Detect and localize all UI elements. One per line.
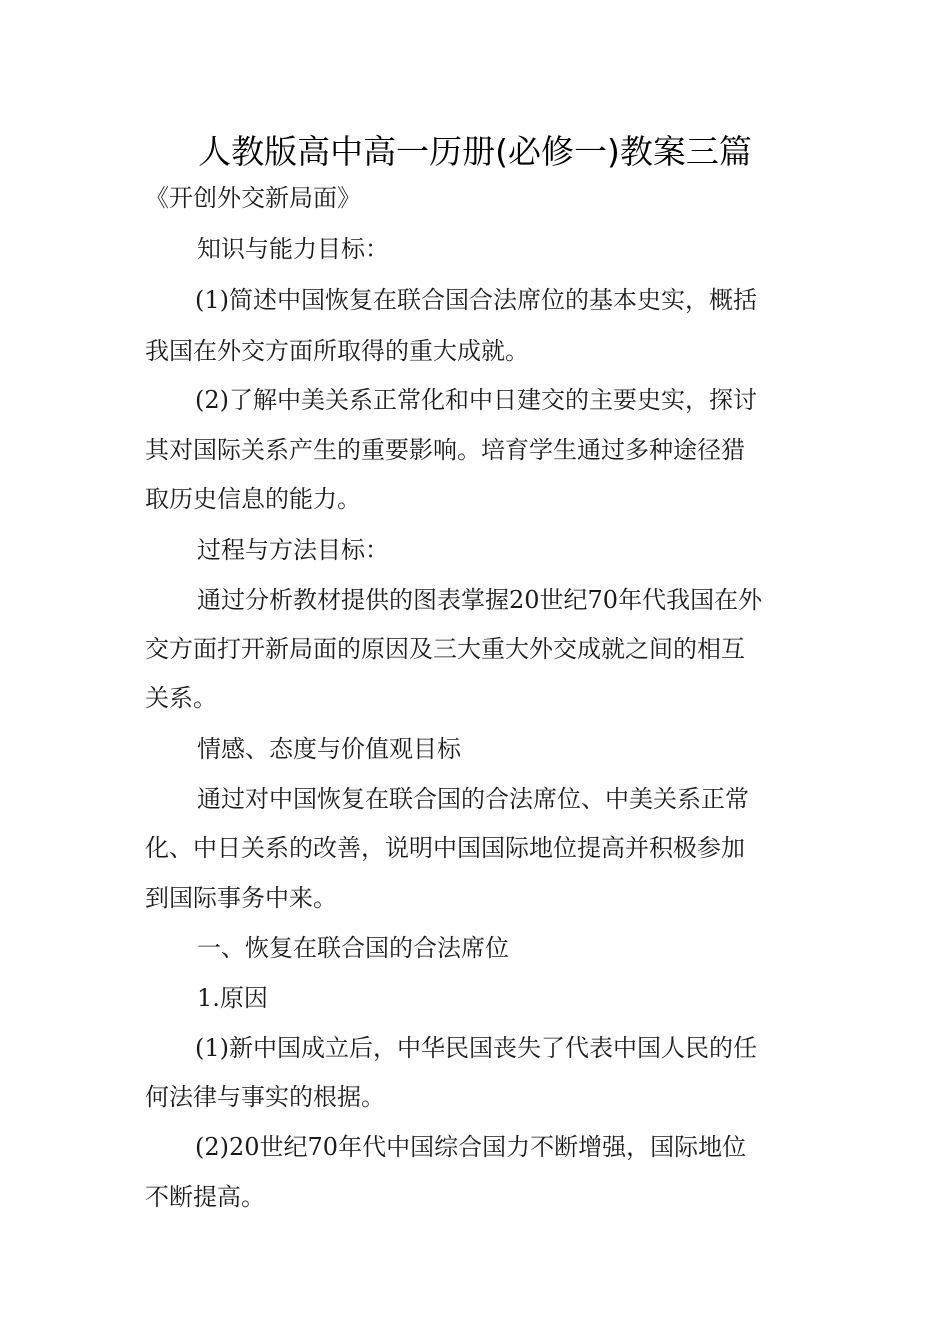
section-heading: 情感、态度与价值观目标 (197, 735, 461, 763)
paragraph-line: 通过分析教材提供的图表掌握20世纪70年代我国在外 (197, 586, 763, 614)
paragraph-line: 交方面打开新局面的原因及三大重大外交成就之间的相互 (145, 635, 745, 663)
paragraph-line: 何法律与事实的根据。 (145, 1083, 385, 1111)
document-title: 人教版高中高一历册(必修一)教案三篇 (198, 132, 752, 171)
section-heading: 一、恢复在联合国的合法席位 (197, 934, 509, 962)
paragraph-line: 我国在外交方面所取得的重大成就。 (145, 337, 529, 365)
paragraph-line: (1)新中国成立后，中华民国丧失了代表中国人民的任 (195, 1034, 757, 1062)
paragraph-line: (2)了解中美关系正常化和中日建交的主要史实，探讨 (195, 386, 757, 414)
paragraph-line: 其对国际关系产生的重要影响。培育学生通过多种途径猎 (145, 436, 745, 464)
subsection-heading: 1.原因 (197, 984, 268, 1012)
section-heading: 知识与能力目标： (197, 235, 389, 263)
paragraph-line: 到国际事务中来。 (145, 884, 337, 912)
subtitle: 《开创外交新局面》 (145, 184, 361, 212)
paragraph-line: 不断提高。 (145, 1183, 265, 1211)
paragraph-line: (2)20世纪70年代中国综合国力不断增强，国际地位 (195, 1133, 747, 1161)
paragraph-line: 取历史信息的能力。 (145, 485, 361, 513)
paragraph-line: (1)简述中国恢复在联合国合法席位的基本史实，概括 (195, 286, 757, 314)
paragraph-line: 通过对中国恢复在联合国的合法席位、中美关系正常 (197, 785, 749, 813)
paragraph-line: 化、中日关系的改善，说明中国国际地位提高并积极参加 (145, 834, 745, 862)
section-heading: 过程与方法目标： (197, 536, 389, 564)
paragraph-line: 关系。 (145, 684, 217, 712)
